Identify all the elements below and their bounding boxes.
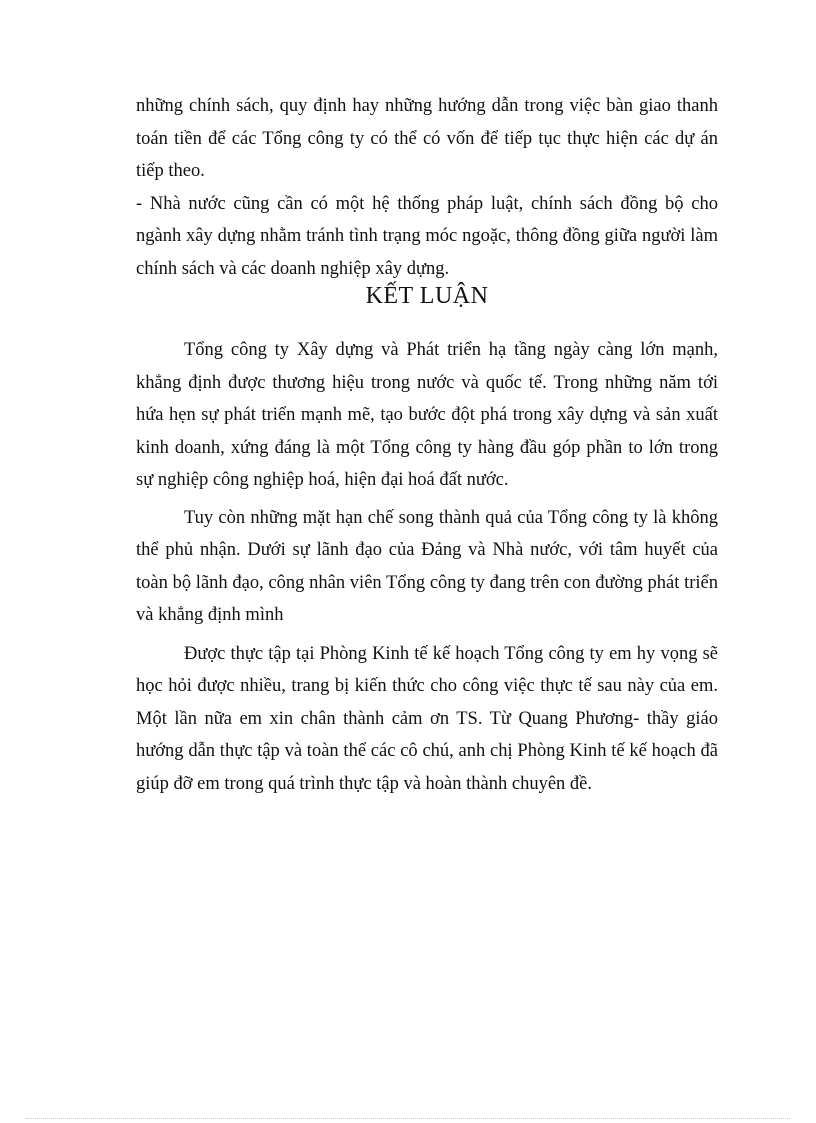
conclusion-paragraph-3: Được thực tập tại Phòng Kinh tế kế hoạch Tổng công ty em hy vọng sẽ học hỏi được nhiều, trang bị kiến thức cho công việc thực tế sau này của em. Một lần nữa em xin chân thành cảm ơn TS. Từ Quang Phương- thầy giáo hướng dẫn thực tập và toàn thể các cô chú, anh chị Phòng Kinh tế kế hoạch đã giúp đỡ em trong quá trình thực tập và hoàn thành chuyên đề. (136, 643, 718, 794)
conclusion-paragraph-2: Tuy còn những mặt hạn chế song thành quả của Tổng công ty là không thể phủ nhận. Dưới sự lãnh đạo của Đảng và Nhà nước, với tâm huyết của toàn bộ lãnh đạo, công nhân viên Tổng công ty đang trên con đường phát triển và khẳng định mình (136, 507, 718, 625)
continued-paragraph: những chính sách, quy định hay những hướng dẫn trong việc bàn giao thanh toán tiền để các Tổng công ty có thể có vốn để tiếp tục thực hiện các dự án tiếp theo. (136, 96, 718, 181)
conclusion-paragraph-1: Tổng công ty Xây dựng và Phát triển hạ tầng ngày càng lớn mạnh, khẳng định được thương hiệu trong nước và quốc tế. Trong những năm tới hứa hẹn sự phát triển mạnh mẽ, tạo bước đột phá trong xây dựng và sản xuất kinh doanh, xứng đáng là một Tổng công ty hàng đầu góp phần to lớn trong sự nghiệp công nghiệp hoá, hiện đại hoá đất nước. (136, 340, 718, 490)
recommendations-section (136, 90, 718, 285)
footer-dotted-rule (26, 1118, 790, 1119)
conclusion-heading: KẾT LUẬN (365, 283, 489, 309)
conclusion-section (136, 334, 718, 800)
bullet-paragraph: - Nhà nước cũng cần có một hệ thống pháp luật, chính sách đồng bộ cho ngành xây dựng nhằm tránh tình trạng móc ngoặc, thông đồng giữa người làm chính sách và các doanh nghiệp xây dựng. (136, 193, 718, 279)
